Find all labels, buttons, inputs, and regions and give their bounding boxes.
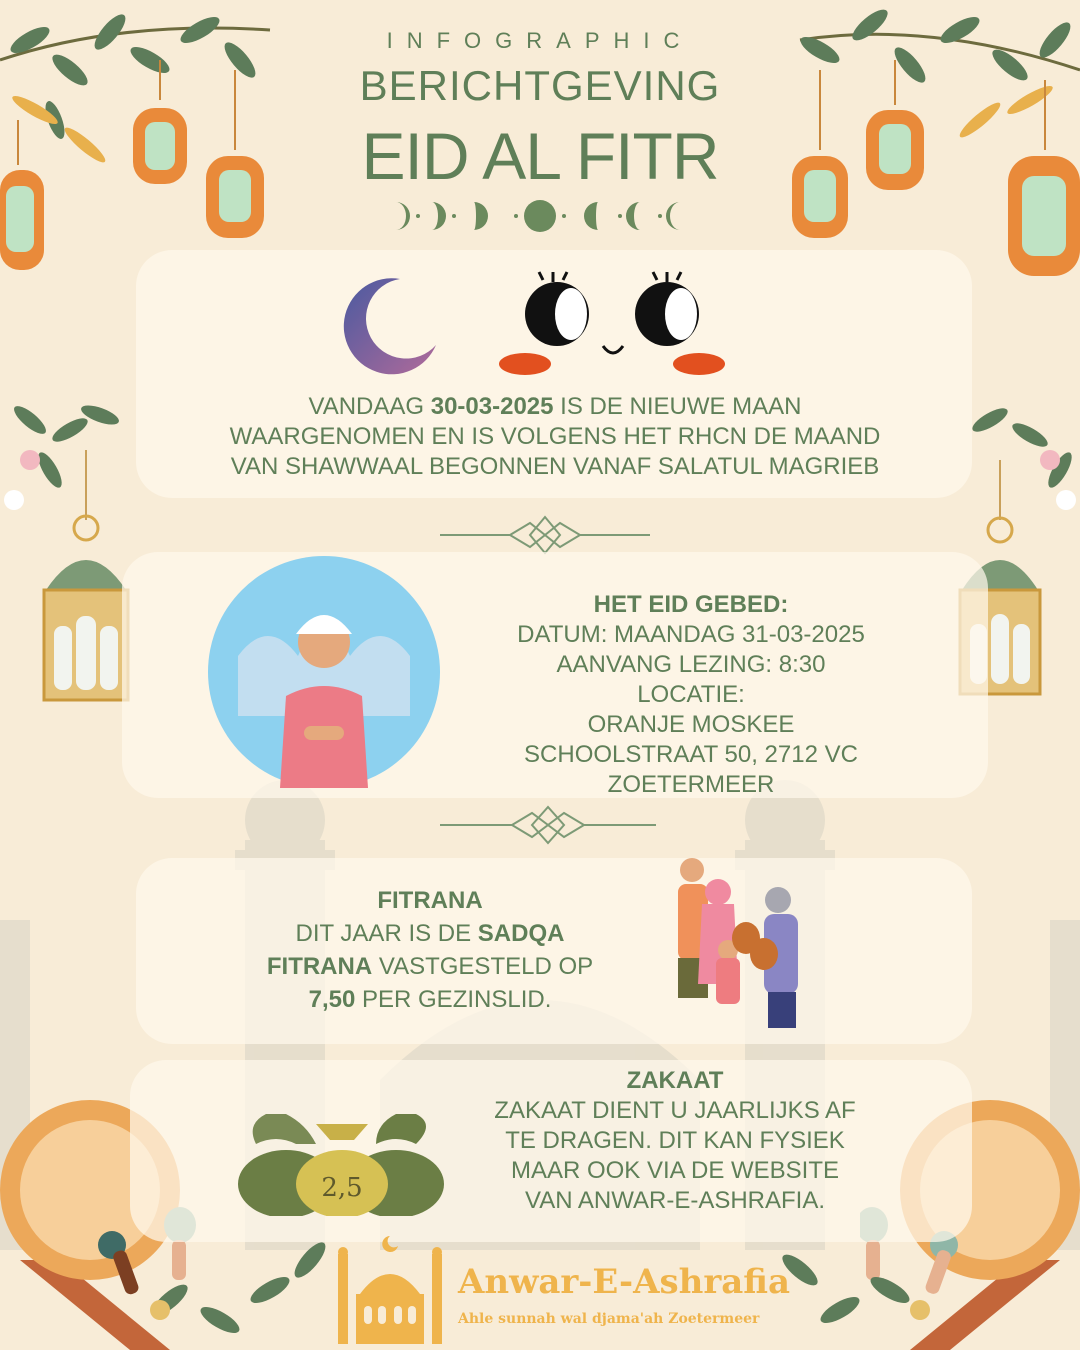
ornament-divider — [440, 515, 650, 555]
zakaat-percentage-label: 2,5 — [321, 1173, 363, 1203]
prayer-time: AANVANG LEZING: 8:30 — [556, 651, 826, 678]
zakaat-line-3: MAAR OOK VIA DE WEBSITE — [510, 1157, 840, 1184]
fitrana-line-3: 7,50 PER GEZINSLID. — [308, 986, 552, 1013]
prayer-location-label: LOCATIE: — [637, 681, 745, 708]
prayer-heading: HET EID GEBED: — [593, 591, 789, 618]
prayer-location-name: ORANJE MOSKEE — [587, 711, 795, 738]
fitrana-amount: 7,50 — [308, 986, 356, 1013]
prayer-info — [486, 590, 896, 800]
moon-phases-icon — [388, 196, 692, 236]
moon-announcement — [160, 392, 950, 482]
family-giving-icon — [668, 854, 823, 1032]
header-title: BERICHTGEVING — [359, 62, 721, 109]
ornament-divider — [440, 805, 656, 845]
moon-line-2: WAARGENOMEN EN IS VOLGENS HET RHCN DE MAAND — [229, 423, 881, 450]
cute-face-icon — [495, 268, 735, 378]
moon-line-3: VAN SHAWWAAL BEGONNEN VANAF SALATUL MAGRIEB — [230, 453, 880, 480]
prayer-city: ZOETERMEER — [607, 771, 775, 798]
zakaat-heading: ZAKAAT — [626, 1067, 724, 1094]
prayer-address: SCHOOLSTRAAT 50, 2712 VC — [524, 741, 858, 768]
praying-man-avatar — [208, 556, 440, 788]
brand-subtitle: Ahle sunnah wal djama'ah Zoetermeer — [458, 1311, 760, 1327]
zakaat-line-4: VAN ANWAR-E-ASHRAFIA. — [524, 1187, 826, 1214]
hanging-lantern-left-icon — [0, 390, 140, 730]
brand-name: Anwar-E-Ashrafia — [458, 1262, 791, 1302]
zakaat-info — [470, 1066, 880, 1216]
prayer-date: DATUM: MAANDAG 31-03-2025 — [517, 621, 865, 648]
moon-date: 30-03-2025 — [430, 393, 554, 420]
foliage-bottom-left-icon — [130, 1240, 350, 1350]
header-subtitle: EID AL FITR — [361, 119, 719, 193]
moon-line-1: VANDAAG 30-03-2025 IS DE NIEUWE MAAN — [308, 393, 802, 420]
fitrana-line-2: FITRANA VASTGESTELD OP — [266, 953, 594, 980]
mosque-logo-icon — [334, 1232, 446, 1344]
zakaat-line-1: ZAKAAT DIENT U JAARLIJKS AF — [494, 1097, 856, 1124]
header-kicker: INFOGRAPHIC — [386, 28, 694, 53]
money-bags-icon — [236, 1104, 444, 1216]
fitrana-heading: FITRANA — [377, 887, 483, 914]
zakaat-line-2: TE DRAGEN. DIT KAN FYSIEK — [505, 1127, 845, 1154]
fitrana-info — [230, 884, 630, 1016]
crescent-moon-icon — [340, 275, 440, 375]
fitrana-line-1: DIT JAAR IS DE SADQA — [295, 920, 565, 947]
